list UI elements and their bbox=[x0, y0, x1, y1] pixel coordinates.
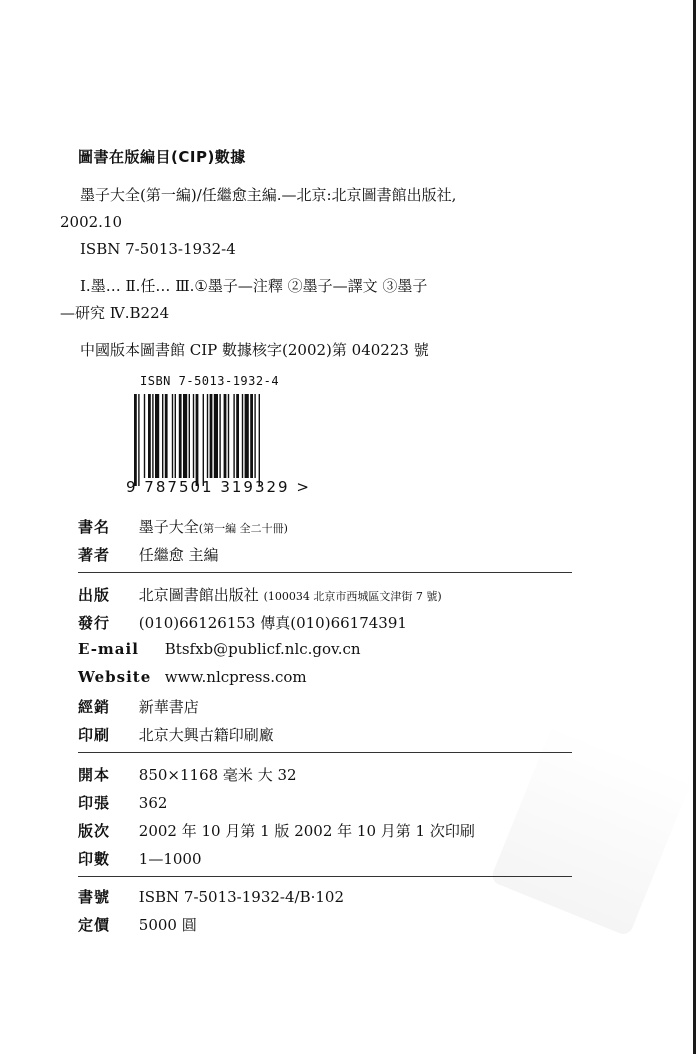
barcode-bar bbox=[214, 394, 218, 478]
barcode-bar bbox=[172, 394, 173, 478]
title-label: 書名 bbox=[78, 518, 111, 536]
divider-2 bbox=[78, 752, 572, 753]
sheets-value: 362 bbox=[138, 794, 168, 812]
publisher-address: (100034 北京市西城區文津街 7 號) bbox=[263, 590, 442, 603]
cip-isbn: ISBN 7-5013-1932-4 bbox=[80, 240, 236, 258]
barcode-bar bbox=[189, 394, 190, 478]
printer-row bbox=[78, 724, 274, 746]
barcode-bar bbox=[165, 394, 168, 478]
website-value: www.nlcpress.com bbox=[164, 668, 307, 686]
printer-value: 北京大興古籍印刷廠 bbox=[138, 726, 274, 744]
barcode-bar bbox=[233, 394, 234, 478]
author-label: 著者 bbox=[78, 546, 111, 564]
price-label: 定價 bbox=[78, 916, 111, 934]
print-run-label: 印數 bbox=[78, 850, 111, 868]
format-row bbox=[78, 764, 297, 786]
book-number-row bbox=[78, 886, 344, 908]
edition-row bbox=[78, 820, 475, 842]
barcode-bar bbox=[175, 394, 176, 478]
cip-title: 圖書在版編目(CIP)數據 bbox=[78, 148, 246, 166]
author-row bbox=[78, 544, 219, 566]
barcode-bar bbox=[203, 394, 204, 486]
barcode-bar bbox=[242, 394, 243, 478]
title-value: 墨子大全 bbox=[138, 518, 199, 536]
printer-label: 印刷 bbox=[78, 726, 111, 744]
barcode-bar bbox=[134, 394, 137, 486]
cip-classification: Ⅰ.墨… Ⅱ.任… Ⅲ.①墨子—注釋 ②墨子—譯文 ③墨子 bbox=[80, 277, 428, 295]
publisher-row bbox=[78, 584, 442, 606]
format-value: 850×1168 毫米 大 32 bbox=[138, 766, 297, 784]
cip-line-1: 墨子大全(第一編)/任繼愈主編.—北京:北京圖書館出版社, bbox=[80, 186, 457, 204]
barcode-bar bbox=[193, 394, 194, 478]
seller-label: 經銷 bbox=[78, 698, 111, 716]
sheets-label: 印張 bbox=[78, 794, 111, 812]
title-row bbox=[78, 516, 288, 538]
print-run-row bbox=[78, 848, 202, 870]
barcode-bar bbox=[254, 394, 255, 478]
divider-1 bbox=[78, 572, 572, 573]
price-row bbox=[78, 914, 197, 936]
distribution-label: 發行 bbox=[78, 614, 111, 632]
barcode-bar bbox=[144, 394, 145, 478]
distribution-value: (010)66126153 傳真(010)66174391 bbox=[138, 614, 407, 632]
barcode-bar bbox=[219, 394, 220, 478]
faint-watermark bbox=[490, 723, 693, 937]
barcode-bar bbox=[179, 394, 182, 478]
book-number-label: 書號 bbox=[78, 888, 111, 906]
email-label: E-mail bbox=[78, 640, 139, 658]
barcode-bar bbox=[224, 394, 227, 478]
distribution-row bbox=[78, 612, 407, 634]
email-value: Btsfxb@publicf.nlc.gov.cn bbox=[164, 640, 361, 658]
barcode-bar bbox=[155, 394, 159, 478]
edition-label: 版次 bbox=[78, 822, 111, 840]
website-row bbox=[78, 668, 307, 690]
sheets-row bbox=[78, 792, 167, 814]
price-value: 5000 圓 bbox=[138, 916, 197, 934]
print-run-value: 1—1000 bbox=[138, 850, 202, 868]
format-label: 開本 bbox=[78, 766, 111, 784]
barcode-bar bbox=[196, 394, 199, 486]
seller-row bbox=[78, 696, 199, 718]
author-value: 任繼愈 主編 bbox=[138, 546, 219, 564]
barcode-bar bbox=[207, 394, 208, 478]
cip-classification-cont: —研究 Ⅳ.B224 bbox=[60, 304, 170, 322]
divider-3 bbox=[78, 876, 572, 877]
barcode-isbn-label: ISBN 7-5013-1932-4 bbox=[140, 374, 280, 388]
barcode-bar bbox=[210, 394, 213, 478]
barcode-bar bbox=[250, 394, 253, 478]
book-number-value: ISBN 7-5013-1932-4/B·102 bbox=[138, 888, 345, 906]
website-label: Website bbox=[78, 668, 152, 686]
barcode-digits: 9 787501 319329 > bbox=[126, 478, 311, 496]
edition-value: 2002 年 10 月第 1 版 2002 年 10 月第 1 次印刷 bbox=[138, 822, 475, 840]
barcode-bar bbox=[183, 394, 187, 478]
cip-line-2: 2002.10 bbox=[60, 213, 123, 231]
cip-record-number: 中國版本圖書館 CIP 數據核字(2002)第 040223 號 bbox=[80, 341, 429, 359]
barcode-bar bbox=[148, 394, 151, 478]
barcode-bar bbox=[152, 394, 153, 478]
email-row bbox=[78, 640, 361, 662]
barcode-bar bbox=[259, 394, 260, 486]
barcode-bar bbox=[245, 394, 249, 478]
barcode-bar bbox=[138, 394, 139, 486]
barcode-bar bbox=[228, 394, 229, 478]
title-note: (第一編 全二十冊) bbox=[198, 522, 288, 535]
barcode-bar bbox=[236, 394, 239, 478]
seller-value: 新華書店 bbox=[138, 698, 199, 716]
publisher-value: 北京圖書館出版社 bbox=[138, 586, 259, 604]
publisher-label: 出版 bbox=[78, 586, 111, 604]
barcode-bar bbox=[162, 394, 163, 478]
